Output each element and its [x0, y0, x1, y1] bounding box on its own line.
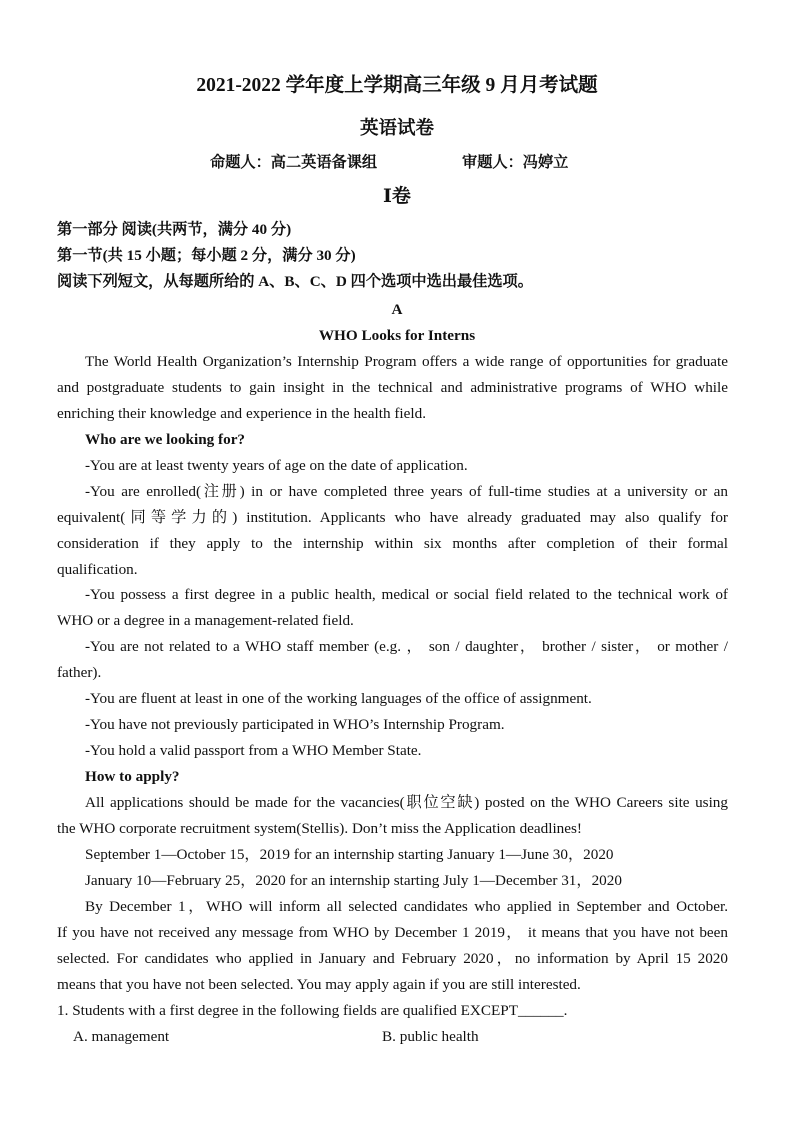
deadline-item: September 1—October 15，2019 for an internship starting January 1—June 30，2020 [85, 846, 614, 863]
option-a: A. management [73, 1028, 170, 1045]
question-stem: 1. Students with a first degree in the following fields are qualified EXCEPT______. [57, 1002, 568, 1019]
apply-line: the WHO corporate recruitment system(Stellis). Don’t miss the Application deadlines! [57, 820, 582, 837]
requirement-line: WHO or a degree in a management-related field. [57, 612, 354, 629]
passage-heading: WHO Looks for Interns [318, 327, 476, 344]
requirement-line: equivalent(同等学力的) institution. Applicants who have already graduated may also qualify for [57, 509, 728, 526]
exam-title: 2021-2022 学年度上学期高三年级 9 月月考试题 [196, 75, 598, 96]
notice-line: selected. For candidates who applied in January and February 2020，no information by April 15 2020 [57, 950, 728, 967]
requirement-line: consideration if they apply to the internship within six months after completion of their formal [57, 535, 728, 552]
requirement-line: qualification. [57, 561, 138, 578]
question-reviewer: 审题人：冯婷立 [462, 154, 569, 171]
requirement-item: -You are fluent at least in one of the working languages of the office of assignment. [85, 690, 592, 707]
notice-line: By December 1，WHO will inform all selected candidates who applied in September and October. [85, 898, 728, 915]
section-heading: 第一节(共 15 小题；每小题 2 分，满分 30 分) [57, 247, 356, 264]
intro-line: The World Health Organization’s Internship Program offers a wide range of opportunities for graduate [85, 353, 728, 370]
requirement-line: father). [57, 664, 102, 681]
passage-letter: A [391, 301, 403, 318]
requirement-item: -You are enrolled(注册) in or have completed three years of full-time studies at a university or an [85, 483, 728, 500]
notice-line: If you have not received any message from WHO by December 1 2019， it means that you have not been [57, 924, 728, 941]
notice-line: means that you have not been selected. You may apply again if you are still interested. [57, 976, 581, 993]
who-heading: Who are we looking for? [85, 431, 246, 448]
requirement-item: -You hold a valid passport from a WHO Member State. [85, 742, 422, 759]
apply-line: All applications should be made for the vacancies(职位空缺) posted on the WHO Careers site using [85, 794, 728, 811]
option-b: B. public health [382, 1028, 479, 1045]
apply-heading: How to apply? [85, 768, 180, 785]
intro-line: and postgraduate students to gain insight in the technical and administrative programs of WHO while [57, 379, 728, 396]
reading-directions: 阅读下列短文，从每题所给的 A、B、C、D 四个选项中选出最佳选项。 [57, 273, 533, 290]
requirement-item: -You are not related to a WHO staff member (e.g. ， son / daughter， brother / sister， or mother / [85, 638, 728, 655]
deadline-item: January 10—February 25，2020 for an internship starting July 1—December 31，2020 [85, 872, 622, 889]
requirement-item: -You have not previously participated in WHO’s Internship Program. [85, 716, 505, 733]
question-setter: 命题人：高二英语备课组 [210, 154, 378, 171]
requirement-item: -You are at least twenty years of age on the date of application. [85, 457, 468, 474]
requirement-item: -You possess a first degree in a public health, medical or social field related to the technical work of [85, 586, 728, 603]
exam-subtitle: 英语试卷 [359, 119, 434, 139]
volume-label: Ⅰ卷 [383, 186, 411, 207]
part-heading: 第一部分 阅读(共两节，满分 40 分) [57, 221, 292, 238]
intro-line: enriching their knowledge and experience in the health field. [57, 405, 426, 422]
